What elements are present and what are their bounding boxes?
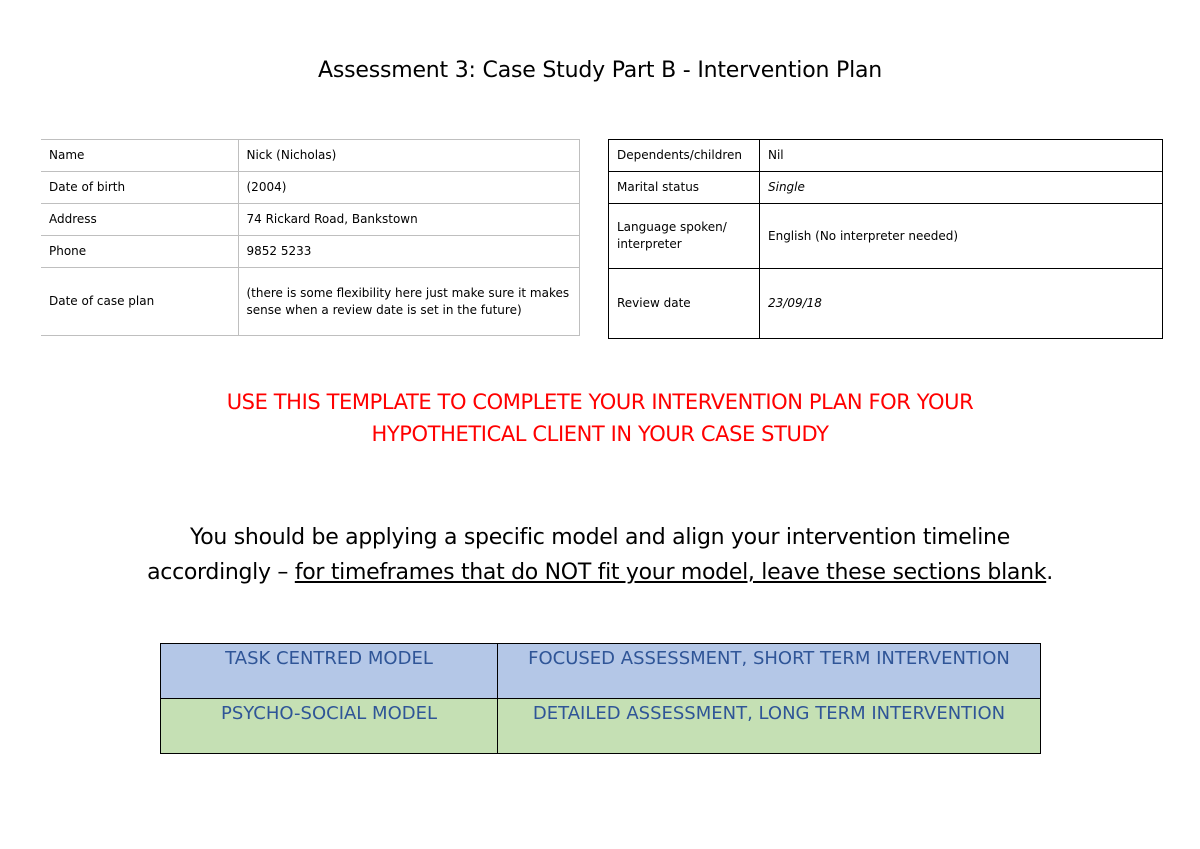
name-value: Nick (Nicholas) bbox=[238, 140, 580, 172]
instruction-line-2-start: accordingly – bbox=[147, 560, 295, 585]
review-date-value: 23/09/18 bbox=[760, 269, 1163, 339]
notice-line-1: USE THIS TEMPLATE TO COMPLETE YOUR INTERVENTION PLAN FOR YOUR bbox=[226, 390, 974, 414]
psycho-social-model-description: DETAILED ASSESSMENT, LONG TERM INTERVENTION bbox=[498, 699, 1041, 754]
marital-status-value: Single bbox=[760, 172, 1163, 204]
case-plan-date-value: (there is some flexibility here just make sure it makes sense when a review date is set in the future) bbox=[238, 268, 580, 336]
table-row bbox=[609, 204, 1163, 269]
name-label: Name bbox=[41, 140, 238, 172]
table-row bbox=[161, 644, 1041, 699]
phone-value: 9852 5233 bbox=[238, 236, 580, 268]
models-table bbox=[160, 643, 1041, 754]
table-row bbox=[41, 140, 580, 172]
client-details-table bbox=[41, 139, 580, 336]
instruction-line-1: You should be applying a specific model and align your intervention timeline bbox=[190, 525, 1010, 550]
case-plan-date-label: Date of case plan bbox=[41, 268, 238, 336]
model-instruction bbox=[0, 520, 1200, 590]
table-row bbox=[41, 172, 580, 204]
table-row bbox=[161, 699, 1041, 754]
review-date-label: Review date bbox=[609, 269, 760, 339]
table-row bbox=[609, 172, 1163, 204]
instruction-line-2-end: . bbox=[1046, 560, 1053, 585]
dob-label: Date of birth bbox=[41, 172, 238, 204]
client-circumstances-table bbox=[608, 139, 1163, 339]
table-row bbox=[609, 269, 1163, 339]
dependents-label: Dependents/children bbox=[609, 140, 760, 172]
address-label: Address bbox=[41, 204, 238, 236]
task-centred-model-name: TASK CENTRED MODEL bbox=[161, 644, 498, 699]
task-centred-model-description: FOCUSED ASSESSMENT, SHORT TERM INTERVENTION bbox=[498, 644, 1041, 699]
dependents-value: Nil bbox=[760, 140, 1163, 172]
notice-line-2: HYPOTHETICAL CLIENT IN YOUR CASE STUDY bbox=[371, 422, 829, 446]
language-label: Language spoken/ interpreter bbox=[609, 204, 760, 269]
dob-value: (2004) bbox=[238, 172, 580, 204]
template-notice bbox=[0, 386, 1200, 450]
table-row bbox=[41, 236, 580, 268]
marital-status-label: Marital status bbox=[609, 172, 760, 204]
language-value: English (No interpreter needed) bbox=[760, 204, 1163, 269]
table-row bbox=[609, 140, 1163, 172]
table-row bbox=[41, 204, 580, 236]
instruction-underlined-text: for timeframes that do NOT fit your model, leave these sections blank bbox=[294, 560, 1047, 585]
address-value: 74 Rickard Road, Bankstown bbox=[238, 204, 580, 236]
instruction-line-2 bbox=[0, 555, 1200, 590]
table-row bbox=[41, 268, 580, 336]
phone-label: Phone bbox=[41, 236, 238, 268]
psycho-social-model-name: PSYCHO-SOCIAL MODEL bbox=[161, 699, 498, 754]
document-title: Assessment 3: Case Study Part B - Intervention Plan bbox=[317, 58, 883, 83]
